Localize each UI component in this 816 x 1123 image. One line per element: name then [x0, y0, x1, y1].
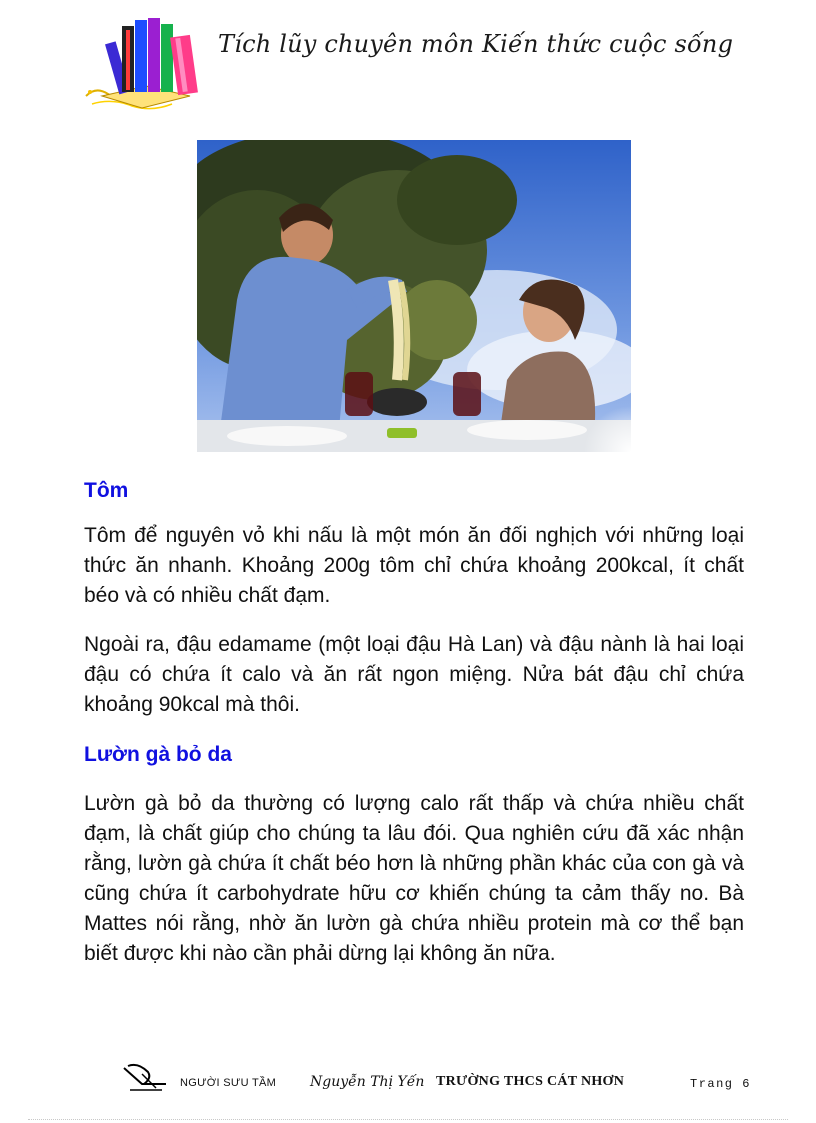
- footer-divider: [28, 1119, 788, 1120]
- page-header-title: Tích lũy chuyên môn Kiến thức cuộc sống: [218, 30, 734, 58]
- author-name: Nguyễn Thị Yến: [310, 1074, 425, 1090]
- signature-pen-icon: [122, 1062, 168, 1094]
- page-number: Trang 6: [690, 1077, 751, 1091]
- paragraph: Lườn gà bỏ da thường có lượng calo rất thấp và chứa nhiều chất đạm, là chất giúp cho chúng ta lâu đói. Qua nghiên cứu đã xác nhận rằng, lườn gà chứa ít chất béo hơn là những phần khác của con gà và cũng chứa ít carbohydrate hữu cơ khiến chúng ta cảm thấy no. Bà Mattes nói rằng, nhờ ăn lườn gà chứa nhiều protein mà cơ thể bạn biết được khi nào cần phải dừng lại không ăn nữa.: [84, 792, 744, 965]
- school-name: TRƯỜNG THCS CÁT NHƠN: [436, 1074, 625, 1089]
- page-footer: [0, 1060, 816, 1120]
- section-heading-luon-ga: Lườn gà bỏ da: [84, 743, 232, 766]
- section-heading-tom: Tôm: [84, 479, 129, 502]
- paragraph: Tôm để nguyên vỏ khi nấu là một món ăn đối nghịch với những loại thức ăn nhanh. Khoảng 200g tôm chỉ chứa khoảng 200kcal, ít chất béo và có nhiều chất đạm.: [84, 524, 744, 607]
- collector-label: NGƯỜI SƯU TẦM: [180, 1077, 277, 1089]
- paragraph: Ngoài ra, đậu edamame (một loại đậu Hà Lan) và đậu nành là hai loại đậu có chứa ít calo và ăn rất ngon miệng. Nửa bát đậu chỉ chứa khoảng 90kcal mà thôi.: [84, 633, 744, 716]
- couple-dining-photo: [197, 140, 631, 452]
- books-stack-icon: [82, 12, 206, 112]
